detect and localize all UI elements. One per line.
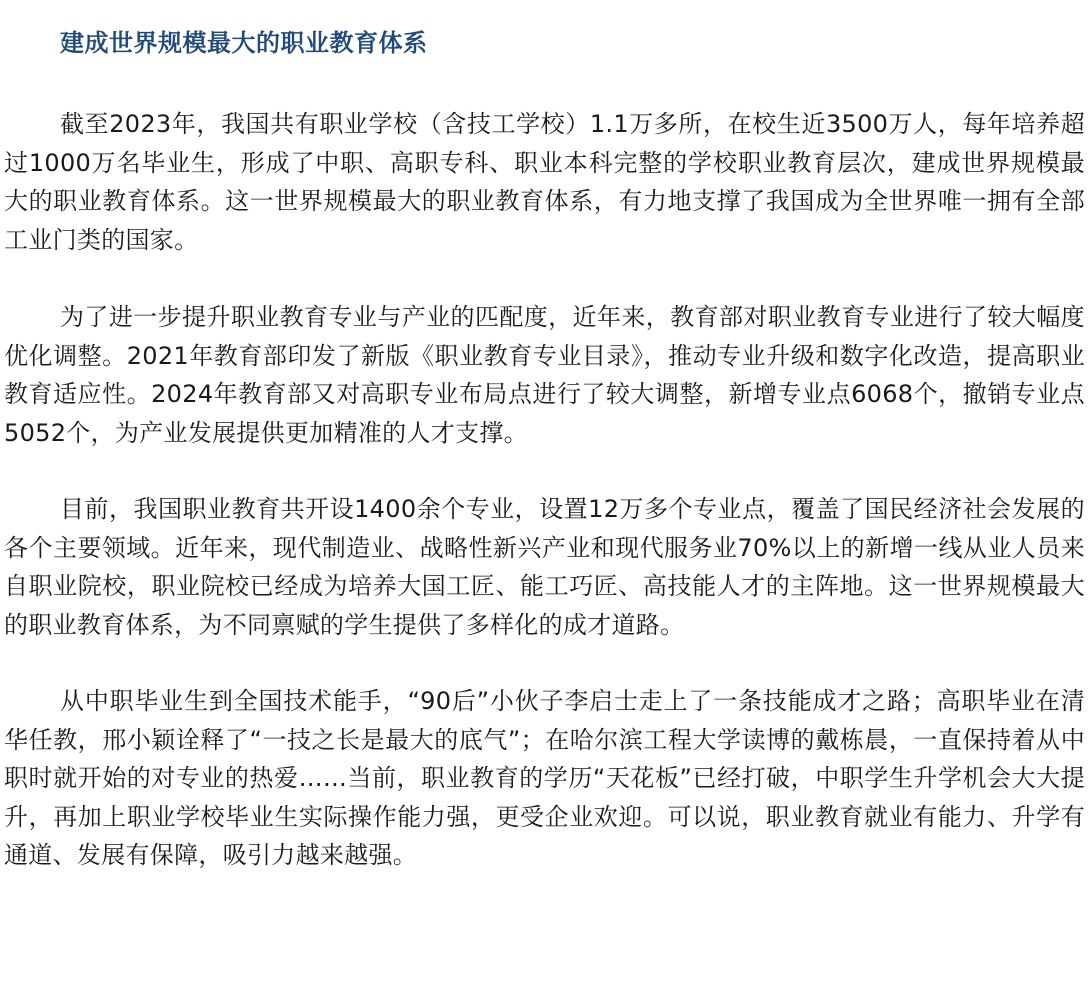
paragraph-2: 为了进一步提升职业教育专业与产业的匹配度，近年来，教育部对职业教育专业进行了较大幅度优化调整。2021年教育部印发了新版《职业教育专业目录》，推动专业升级和数字化改造，提高职业教育适应性。2024年教育部又对高职专业布局点进行了较大调整，新增专业点6068个，撤销专业点5052个，为产业发展提供更加精准的人才支撑。 — [4, 303, 1085, 447]
section-heading: 建成世界规模最大的职业教育体系 — [60, 29, 428, 57]
paragraph-4: 从中职毕业生到全国技术能手，“90后”小伙子李启士走上了一条技能成才之路；高职毕业在清华任教，邢小颖诠释了“一技之长是最大的底气”；在哈尔滨工程大学读博的戴栋晨，一直保持着从中职时就开始的对专业的热爱……当前，职业教育的学历“天花板”已经打破，中职学生升学机会大大提升，再加上职业学校毕业生实际操作能力强，更受企业欢迎。可以说，职业教育就业有能力、升学有通道、发展有保障，吸引力越来越强。 — [4, 687, 1085, 869]
paragraph-3: 目前，我国职业教育共开设1400余个专业，设置12万多个专业点，覆盖了国民经济社会发展的各个主要领域。近年来，现代制造业、战略性新兴产业和现代服务业70%以上的新增一线从业人员来自职业院校，职业院校已经成为培养大国工匠、能工巧匠、高技能人才的主阵地。这一世界规模最大的职业教育体系，为不同禀赋的学生提供了多样化的成才道路。 — [4, 495, 1085, 639]
paragraph-1: 截至2023年，我国共有职业学校（含技工学校）1.1万多所，在校生近3500万人，每年培养超过1000万名毕业生，形成了中职、高职专科、职业本科完整的学校职业教育层次，建成世界规模最大的职业教育体系。这一世界规模最大的职业教育体系，有力地支撑了我国成为全世界唯一拥有全部工业门类的国家。 — [4, 110, 1085, 254]
